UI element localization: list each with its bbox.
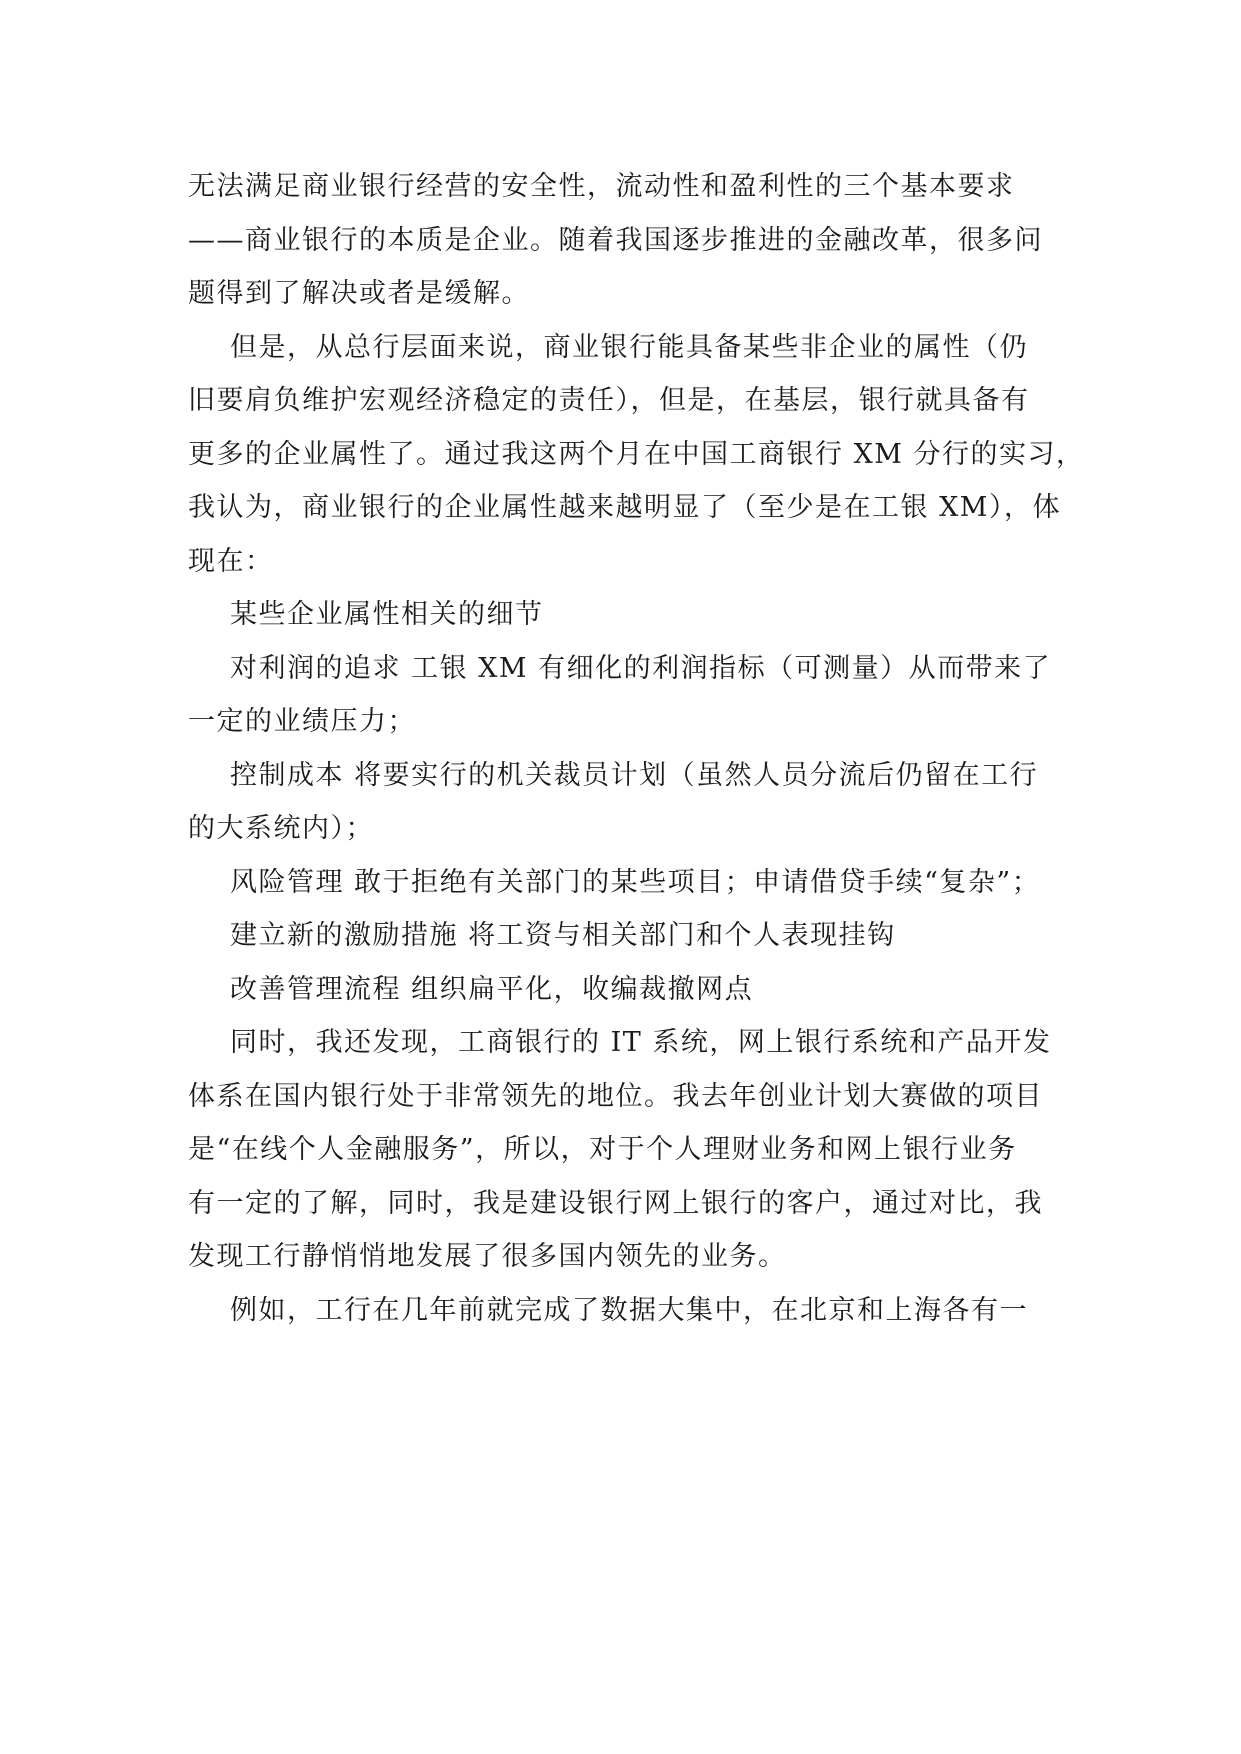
paragraph-first-line: 对利润的追求 工银 XM 有细化的利润指标（可测量）从而带来了 bbox=[230, 652, 1052, 684]
paragraph-first-line: 风险管理 敢于拒绝有关部门的某些项目；申请借贷手续“复杂”； bbox=[230, 866, 1041, 898]
text-line: 体系在国内银行处于非常领先的地位。我去年创业计划大赛做的项目 bbox=[188, 1080, 1043, 1112]
text-line: 一定的业绩压力； bbox=[188, 706, 416, 737]
paragraph-first-line: 同时，我还发现，工商银行的 IT 系统，网上银行系统和产品开发 bbox=[230, 1027, 1052, 1058]
body-text bbox=[188, 160, 1085, 1337]
text-line: ——商业银行的本质是企业。随着我国逐步推进的金融改革，很多问 bbox=[188, 224, 1043, 256]
text-line: 有一定的了解，同时，我是建设银行网上银行的客户，通过对比，我 bbox=[188, 1187, 1043, 1219]
paragraph-first-line: 建立新的激励措施 将工资与相关部门和个人表现挂钩 bbox=[230, 920, 896, 951]
paragraph-first-line: 例如，工行在几年前就完成了数据大集中，在北京和上海各有一 bbox=[230, 1294, 1028, 1326]
text-line: 无法满足商业银行经营的安全性，流动性和盈利性的三个基本要求 bbox=[188, 171, 1015, 202]
text-line: 更多的企业属性了。通过我这两个月在中国工商银行 XM 分行的实习， bbox=[188, 438, 1085, 470]
text-line: 我认为，商业银行的企业属性越来越明显了（至少是在工银 XM），体 bbox=[188, 492, 1061, 523]
text-line: 发现工行静悄悄地发展了很多国内领先的业务。 bbox=[188, 1241, 787, 1272]
text-line: 旧要肩负维护宏观经济稳定的责任），但是，在基层，银行就具备有 bbox=[188, 385, 1030, 416]
paragraph-first-line: 改善管理流程 组织扁平化，收编裁撤网点 bbox=[230, 973, 754, 1005]
text-line: 是“在线个人金融服务”，所以，对于个人理财业务和网上银行业务 bbox=[188, 1134, 1017, 1165]
paragraph-first-line: 控制成本 将要实行的机关裁员计划（虽然人员分流后仍留在工行 bbox=[230, 759, 1039, 791]
paragraph-first-line: 但是，从总行层面来说，商业银行能具备某些非企业的属性（仍 bbox=[230, 331, 1028, 363]
section-heading: 某些企业属性相关的细节 bbox=[230, 599, 544, 630]
text-line: 现在： bbox=[188, 545, 274, 577]
text-line: 题得到了解决或者是缓解。 bbox=[188, 278, 530, 309]
text-line: 的大系统内）； bbox=[188, 813, 374, 844]
